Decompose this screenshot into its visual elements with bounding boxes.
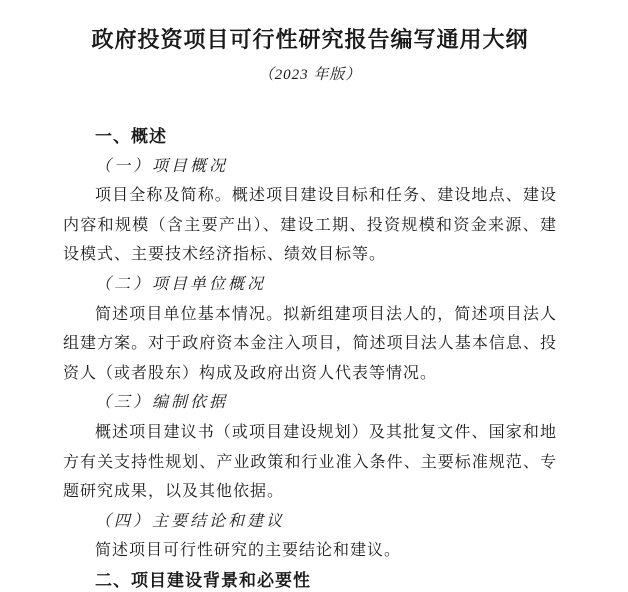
document-body [63, 122, 557, 592]
body-paragraph: 项目全称及简称。概述项目建设目标和任务、建设地点、建设内容和规模（含主要产出）、建设工期、投资规模和资金来源、建设模式、主要技术经济指标、绩效目标等。 [63, 187, 557, 264]
section-heading-level2: （三）编制依据 [95, 394, 229, 412]
section-heading-level2: （四）主要结论和建议 [95, 512, 286, 530]
section-heading-level1: 二、项目建设背景和必要性 [95, 570, 311, 590]
body-paragraph: 概述项目建议书（或项目建设规划）及其批复文件、国家和地方有关支持性规划、产业政策和行业准入条件、主要标准规范、专题研究成果，以及其他依据。 [63, 423, 557, 501]
section-heading-level2: （二）项目单位概况 [95, 275, 267, 293]
section-heading-level1: 一、概述 [95, 127, 167, 146]
section-heading-level2: （一）项目概况 [95, 157, 229, 175]
document-title: 政府投资项目可行性研究报告编写通用大纲 [91, 27, 529, 52]
body-paragraph: 简述项目单位基本情况。拟新组建项目法人的，简述项目法人组建方案。对于政府资本金注入项目，简述项目法人基本信息、投资人（或者股东）构成及政府出资人代表等情况。 [63, 305, 557, 382]
body-paragraph: 简述项目可行性研究的主要结论和建议。 [95, 542, 402, 560]
document-subtitle: （2023 年版） [258, 67, 362, 83]
